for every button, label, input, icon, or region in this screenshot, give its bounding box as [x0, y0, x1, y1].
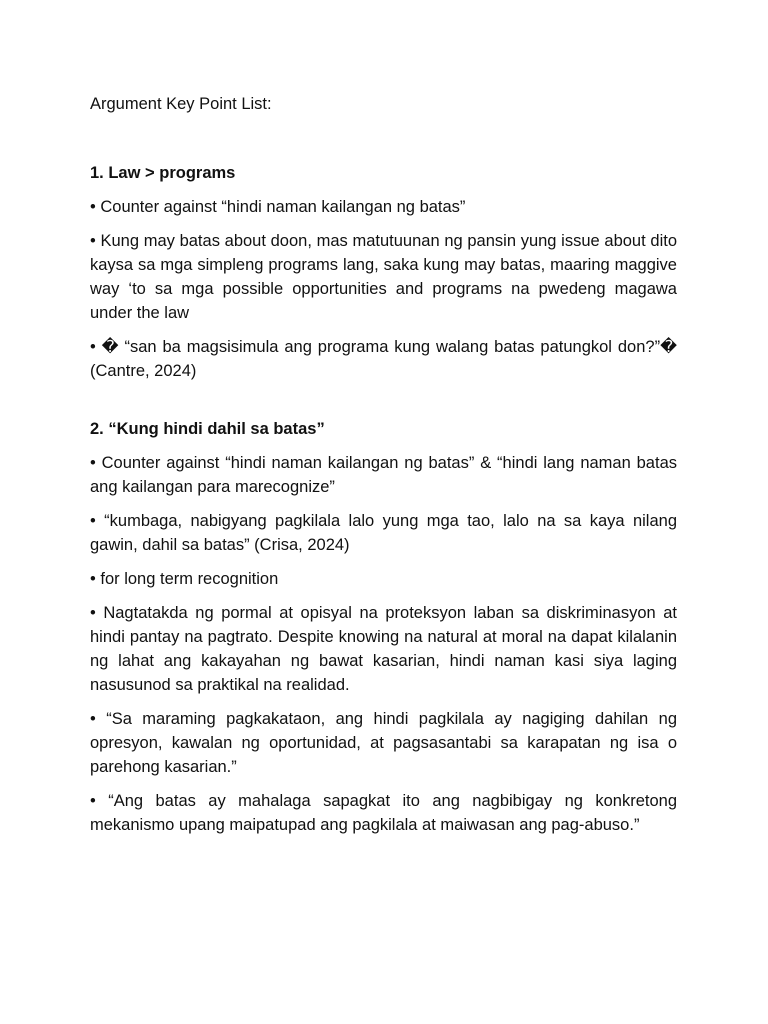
bullet-point: • Nagtatakda ng pormal at opisyal na proteksyon laban sa diskriminasyon at hindi pantay na pagtrato. Despite knowing na natural at moral na dapat kilalanin ng lahat ang kakayahan ng bawat kasarian, hindi naman kasi siya laging nasusunod sa praktikal na realidad.	[90, 604, 677, 694]
section-heading: 1. Law > programs	[90, 164, 236, 182]
bullet-point: • � “san ba magsisimula ang programa kung walang batas patungkol don?”� (Cantre, 2024)	[90, 338, 677, 380]
bullet-point: • Counter against “hindi naman kailangan ng batas”	[90, 198, 466, 216]
section-heading: 2. “Kung hindi dahil sa batas”	[90, 420, 325, 438]
bullet-point: • Counter against “hindi naman kailangan ng batas” & “hindi lang naman batas ang kailangan para marecognize”	[90, 454, 677, 496]
document-title: Argument Key Point List:	[90, 95, 272, 113]
document-page	[90, 92, 677, 871]
bullet-point: • “Sa maraming pagkakataon, ang hindi pagkilala ay nagiging dahilan ng opresyon, kawalan ng oportunidad, at pagsasantabi sa karapatan ng isa o parehong kasarian.”	[90, 710, 677, 776]
bullet-point: • “Ang batas ay mahalaga sapagkat ito ang nagbibigay ng konkretong mekanismo upang maipatupad ang pagkilala at maiwasan ang pag-abuso.”	[90, 792, 677, 834]
bullet-point: • Kung may batas about doon, mas matutuunan ng pansin yung issue about dito kaysa sa mga simpleng programs lang, saka kung may batas, maaring maggive way ‘to sa mga possible opportunities and programs na pwedeng magawa under the law	[90, 232, 677, 322]
bullet-point: • “kumbaga, nabigyang pagkilala lalo yung mga tao, lalo na sa kaya nilang gawin, dahil sa batas” (Crisa, 2024)	[90, 512, 677, 554]
bullet-point: • for long term recognition	[90, 570, 279, 588]
section-kung-hindi-dahil	[90, 417, 677, 837]
section-law-programs	[90, 161, 677, 383]
